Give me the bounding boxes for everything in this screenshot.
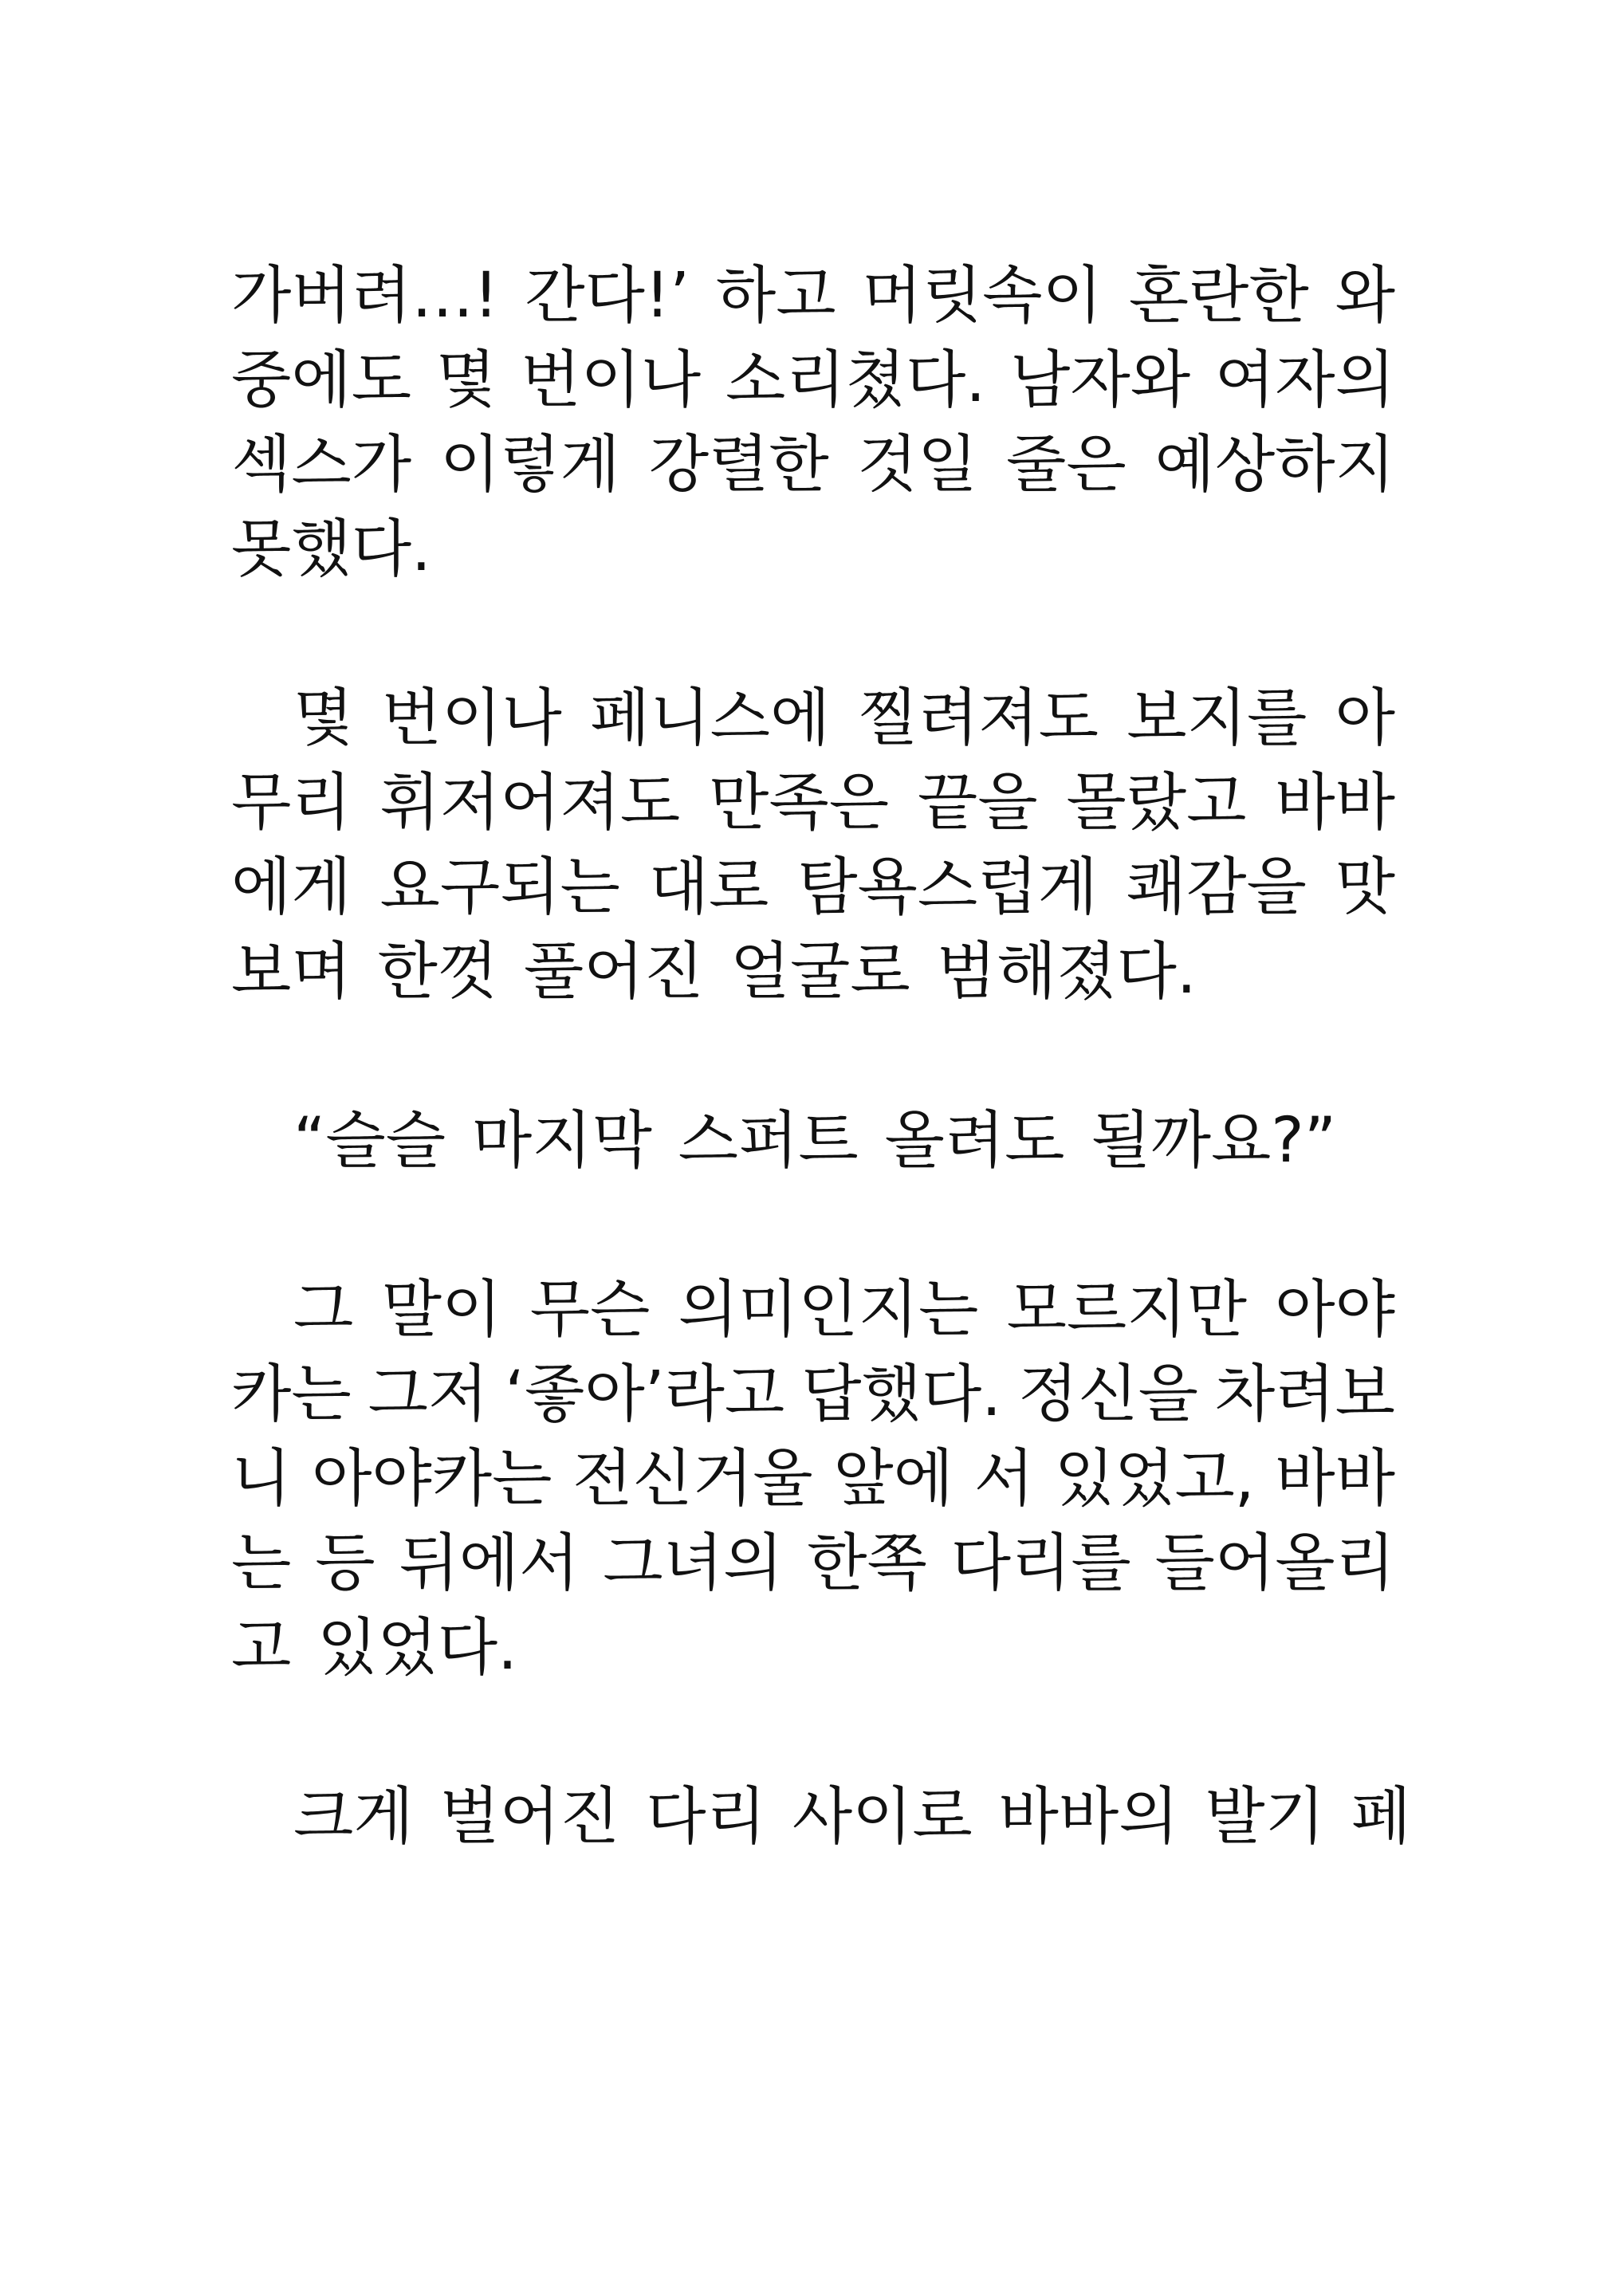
word: 카는: [231, 1358, 352, 1430]
word: 가버려…!: [231, 260, 499, 332]
word: 와: [1335, 260, 1395, 332]
text-line: [231, 254, 1395, 338]
word: 바바의: [998, 1781, 1179, 1853]
text-line: [231, 1099, 1395, 1183]
paragraph-gap: [231, 592, 1395, 676]
word: 소리쳤다.: [725, 344, 986, 416]
word: 번이나: [521, 344, 702, 416]
word: 들어올리: [1154, 1527, 1395, 1599]
word: 그저: [368, 1358, 489, 1430]
word: 전신거울: [572, 1443, 813, 1515]
word: 요구되는: [379, 851, 620, 923]
word: 에게: [231, 851, 352, 923]
word: 앞에: [833, 1443, 954, 1515]
text-line: [231, 676, 1395, 761]
word: 뒤에서: [399, 1527, 580, 1599]
word: 예상하지: [1154, 429, 1395, 501]
word: 보지를: [1127, 682, 1307, 754]
word: “슬슬: [293, 1105, 446, 1177]
paragraph-gap: [231, 1690, 1395, 1775]
word: 그: [293, 1274, 354, 1346]
word: 그녀의: [603, 1527, 784, 1599]
word: 스퍼트: [678, 1105, 859, 1177]
word: 강렬한: [648, 429, 829, 501]
word: 얼굴로: [729, 936, 910, 1008]
word: 아: [1335, 682, 1395, 754]
word: 고: [231, 1612, 292, 1684]
word: 한껏: [377, 936, 498, 1008]
word: 쾌감을: [1126, 851, 1307, 923]
word: 의미인지는: [678, 1274, 979, 1346]
word: 만족은: [709, 767, 890, 839]
word: 올려도: [884, 1105, 1065, 1177]
word: 것일: [857, 429, 978, 501]
word: 번이나: [381, 682, 562, 754]
word: 혼란한: [1128, 260, 1309, 332]
word: 서: [973, 1443, 1035, 1515]
word: 아야: [1275, 1274, 1395, 1346]
text-line: [231, 1775, 1412, 1859]
word: 범해졌다.: [936, 936, 1197, 1008]
text-line: [231, 761, 1395, 845]
word: 무슨: [529, 1274, 651, 1346]
word: 맛: [1335, 851, 1395, 923]
word: 간다!’: [525, 260, 690, 332]
word: 차려보: [1214, 1358, 1395, 1430]
word: 페: [1351, 1781, 1412, 1853]
text-line: [231, 1352, 1395, 1437]
word: 마지막: [471, 1105, 652, 1177]
word: 대로: [648, 851, 769, 923]
word: 사이로: [792, 1781, 973, 1853]
word: 탐욕스럽게: [797, 851, 1098, 923]
word: 섹스가: [231, 429, 412, 501]
body-text: [231, 254, 1412, 1859]
word: 아야카는: [312, 1443, 552, 1515]
word: 는: [231, 1527, 292, 1599]
word: 있었다.: [317, 1612, 517, 1684]
word: 몇: [435, 344, 497, 416]
word: 모르지만: [1006, 1274, 1247, 1346]
word: ‘좋아’라고: [505, 1358, 785, 1430]
text-line: [231, 1521, 1395, 1606]
word: 정신을: [1017, 1358, 1198, 1430]
word: 이렇게: [439, 429, 620, 501]
word: 하고: [715, 260, 836, 332]
text-line: [231, 930, 1395, 1014]
paragraph-gap: [231, 1183, 1395, 1268]
word: 휘저어져도: [379, 767, 681, 839]
word: 다리: [646, 1781, 766, 1853]
word: 말이: [381, 1274, 502, 1346]
paragraph-gap: [231, 1014, 1395, 1099]
word: 니: [231, 1443, 292, 1515]
word: 중에도: [231, 344, 412, 416]
word: 풀어진: [523, 936, 704, 1008]
text-line: [231, 1437, 1395, 1521]
word: 끝을: [917, 767, 1038, 839]
word: 못했다.: [231, 513, 431, 585]
word: 답했다.: [801, 1358, 1001, 1430]
word: 몰랐고: [1066, 767, 1247, 839]
word: 될까요?”: [1091, 1105, 1337, 1177]
text-line: [231, 1268, 1395, 1352]
word: 여자의: [1214, 344, 1395, 416]
word: 바바: [1275, 1443, 1395, 1515]
word: 있었고,: [1054, 1443, 1255, 1515]
word: 벌어진: [439, 1781, 620, 1853]
word: 머릿속이: [862, 260, 1103, 332]
word: 바바: [1275, 767, 1395, 839]
text-line: [231, 423, 1395, 507]
word: 무리: [231, 767, 352, 839]
text-line: [231, 507, 1395, 592]
text-line: [231, 338, 1395, 423]
text-line: [231, 845, 1395, 930]
word: 남자와: [1010, 344, 1191, 416]
word: 발기: [1205, 1781, 1325, 1853]
word: 몇: [293, 682, 354, 754]
word: 등: [315, 1527, 376, 1599]
word: 크게: [293, 1781, 414, 1853]
word: 한쪽: [807, 1527, 927, 1599]
word: 줄은: [1006, 429, 1127, 501]
word: 보며: [231, 936, 352, 1008]
word: 페니스에: [589, 682, 831, 754]
word: 찔려져도: [858, 682, 1099, 754]
word: 다리를: [950, 1527, 1131, 1599]
text-line: [231, 1606, 1395, 1690]
